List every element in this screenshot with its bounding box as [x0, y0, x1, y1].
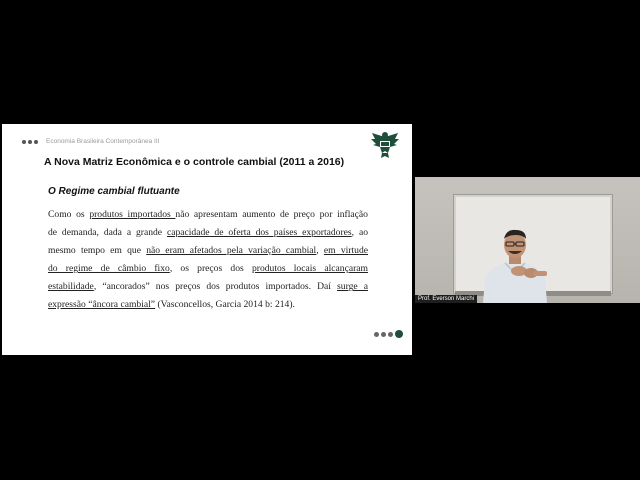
body-line	[48, 242, 368, 260]
slide-subtitle: O Regime cambial flutuante	[48, 186, 180, 197]
text-segment: mesmo tempo em que	[48, 245, 147, 257]
speaker-figure	[475, 227, 555, 303]
text-segment: de demanda, dada a grande	[48, 227, 167, 239]
underlined-text: em virtude	[323, 245, 369, 257]
underlined-text: estabilidade	[48, 281, 94, 293]
body-line	[48, 224, 368, 242]
text-segment: , os preços dos	[169, 263, 252, 275]
slide-title: A Nova Matriz Econômica e o controle cambial (2011 a 2016)	[44, 156, 345, 168]
speaker-video	[415, 177, 640, 303]
eagle-crest-icon	[370, 129, 400, 159]
underlined-text: do regime de câmbio fixo	[48, 263, 170, 275]
footer-dots-icon	[374, 330, 403, 338]
body-line	[48, 296, 368, 314]
underlined-text: não eram afetados pela variação cambial	[146, 245, 317, 257]
speaker-name-label: Prof. Everson Marchi	[415, 295, 477, 303]
text-segment: , “ancorados” nos preços dos produtos importados. Daí	[93, 281, 338, 293]
body-line	[48, 278, 368, 296]
text-segment: (Vasconcellos, Garcia 2014 b: 214).	[155, 299, 295, 311]
slide-body-text	[48, 206, 368, 315]
underlined-text: surge a	[337, 281, 369, 293]
text-segment: não apresentam aumento de preço por inflação	[175, 209, 368, 220]
underlined-text: produtos importados	[89, 209, 176, 220]
underlined-text: produtos locais alcançaram	[251, 263, 369, 275]
presentation-slide	[2, 124, 412, 355]
three-dots-icon	[22, 140, 38, 144]
body-line	[48, 206, 368, 224]
text-segment: , ao	[351, 227, 369, 239]
body-line	[48, 260, 368, 278]
underlined-text: capacidade de oferta dos países exportadores	[166, 227, 352, 239]
underlined-text: expressão “âncora cambial”	[48, 299, 156, 311]
text-segment: ,	[316, 245, 324, 257]
text-segment: Como os	[48, 209, 90, 220]
slide-header	[22, 138, 159, 145]
course-name: Economia Brasileira Contemporânea III	[46, 138, 160, 145]
